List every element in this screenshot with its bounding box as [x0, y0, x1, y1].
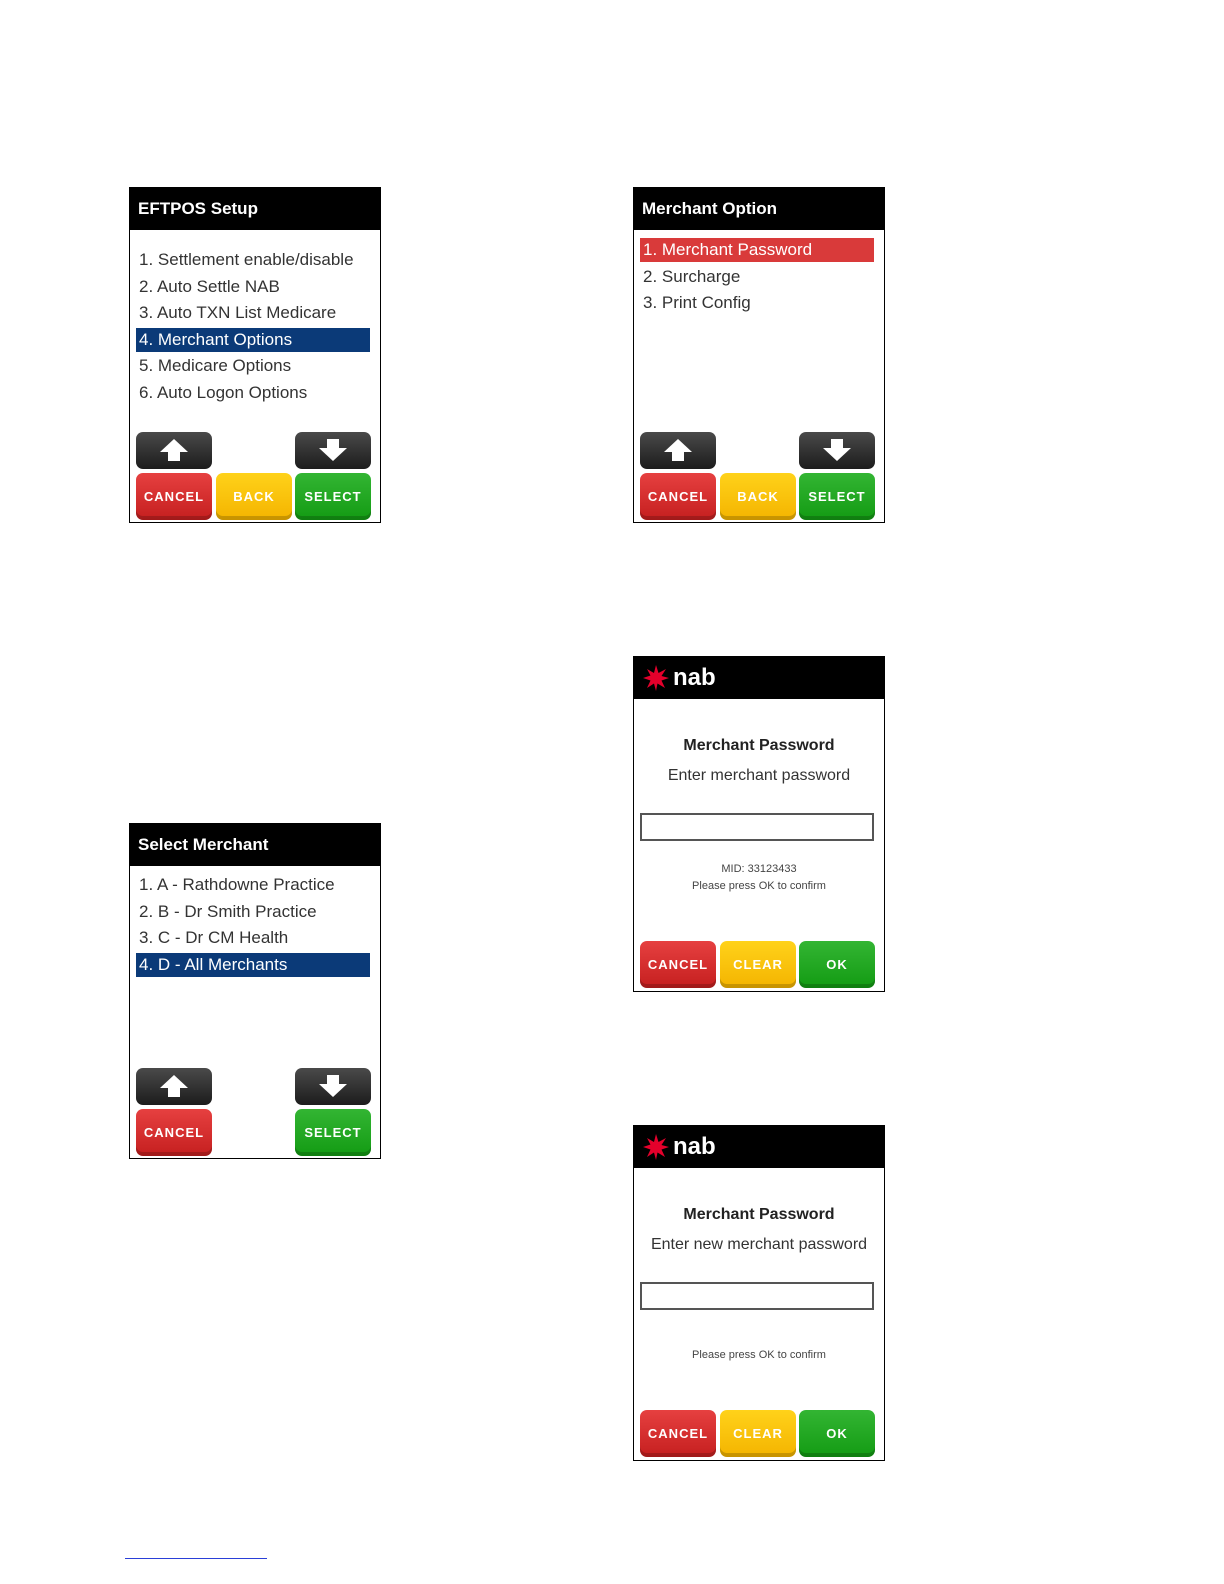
back-button[interactable]: BACK: [216, 473, 292, 520]
nab-star-icon: [642, 664, 670, 692]
new-merchant-password-screen: [633, 1125, 885, 1461]
password-title: Merchant Password: [683, 737, 835, 754]
new-password-input[interactable]: [640, 1282, 874, 1310]
ok-button[interactable]: OK: [799, 941, 875, 988]
menu-list: [136, 248, 370, 408]
arrow-up-icon: [662, 437, 694, 463]
screen-title: Merchant Option: [634, 188, 884, 230]
menu-item-print-config[interactable]: 3. Print Config: [643, 293, 751, 313]
menu-item-merchant-d[interactable]: 4. D - All Merchants: [136, 953, 370, 977]
select-button[interactable]: SELECT: [799, 473, 875, 520]
menu-item-merchant-a[interactable]: 1. A - Rathdowne Practice: [139, 875, 335, 894]
eftpos-setup-screen: [129, 187, 381, 523]
brand-header: [634, 657, 884, 699]
menu-list: [136, 873, 370, 979]
password-prompt: Enter merchant password: [667, 767, 851, 784]
menu-item-auto-txn-list[interactable]: 3. Auto TXN List Medicare: [139, 303, 337, 323]
select-button[interactable]: SELECT: [295, 1109, 371, 1156]
up-arrow-button[interactable]: [640, 432, 716, 469]
nab-logo: [642, 1130, 716, 1164]
menu-item-auto-settle[interactable]: 2. Auto Settle NAB: [139, 276, 280, 296]
arrow-down-icon: [317, 437, 349, 463]
down-arrow-button[interactable]: [295, 1068, 371, 1105]
nab-star-icon: [642, 1133, 670, 1161]
cancel-button[interactable]: CANCEL: [640, 473, 716, 520]
logo-text: nab: [673, 664, 716, 691]
ok-button[interactable]: OK: [799, 1410, 875, 1457]
back-button[interactable]: BACK: [720, 473, 796, 520]
menu-item-settlement[interactable]: 1. Settlement enable/disable: [139, 250, 354, 269]
clear-button[interactable]: CLEAR: [720, 1410, 796, 1457]
logo-text: nab: [673, 1133, 716, 1160]
cancel-button[interactable]: CANCEL: [640, 1410, 716, 1457]
clear-button[interactable]: CLEAR: [720, 941, 796, 988]
arrow-down-icon: [317, 1073, 349, 1099]
screen-title: Select Merchant: [130, 824, 380, 866]
cancel-button[interactable]: CANCEL: [640, 941, 716, 988]
confirm-hint: Please press OK to confirm: [692, 1349, 826, 1361]
up-arrow-button[interactable]: [136, 1068, 212, 1105]
merchant-option-screen: [633, 187, 885, 523]
menu-item-surcharge[interactable]: 2. Surcharge: [643, 266, 741, 286]
arrow-up-icon: [158, 1073, 190, 1099]
password-prompt: Enter new merchant password: [650, 1236, 868, 1253]
confirm-hint: Please press OK to confirm: [692, 880, 826, 892]
arrow-down-icon: [821, 437, 853, 463]
menu-item-medicare-options[interactable]: 5. Medicare Options: [139, 356, 292, 376]
menu-item-merchant-b[interactable]: 2. B - Dr Smith Practice: [139, 901, 317, 921]
menu-item-auto-logon[interactable]: 6. Auto Logon Options: [139, 382, 308, 402]
merchant-password-screen: [633, 656, 885, 992]
menu-item-merchant-options[interactable]: 4. Merchant Options: [136, 328, 370, 352]
menu-list: [640, 238, 874, 318]
footnote-divider: [125, 1558, 267, 1559]
brand-header: [634, 1126, 884, 1168]
cancel-button[interactable]: CANCEL: [136, 473, 212, 520]
select-button[interactable]: SELECT: [295, 473, 371, 520]
arrow-up-icon: [158, 437, 190, 463]
up-arrow-button[interactable]: [136, 432, 212, 469]
screen-title: EFTPOS Setup: [130, 188, 380, 230]
menu-item-merchant-password[interactable]: 1. Merchant Password: [640, 238, 874, 262]
select-merchant-screen: [129, 823, 381, 1159]
nab-logo: [642, 661, 716, 695]
password-title: Merchant Password: [683, 1206, 835, 1223]
menu-item-merchant-c[interactable]: 3. C - Dr CM Health: [139, 928, 289, 948]
down-arrow-button[interactable]: [799, 432, 875, 469]
merchant-id: MID: 33123433: [721, 863, 797, 875]
down-arrow-button[interactable]: [295, 432, 371, 469]
cancel-button[interactable]: CANCEL: [136, 1109, 212, 1156]
password-input[interactable]: [640, 813, 874, 841]
